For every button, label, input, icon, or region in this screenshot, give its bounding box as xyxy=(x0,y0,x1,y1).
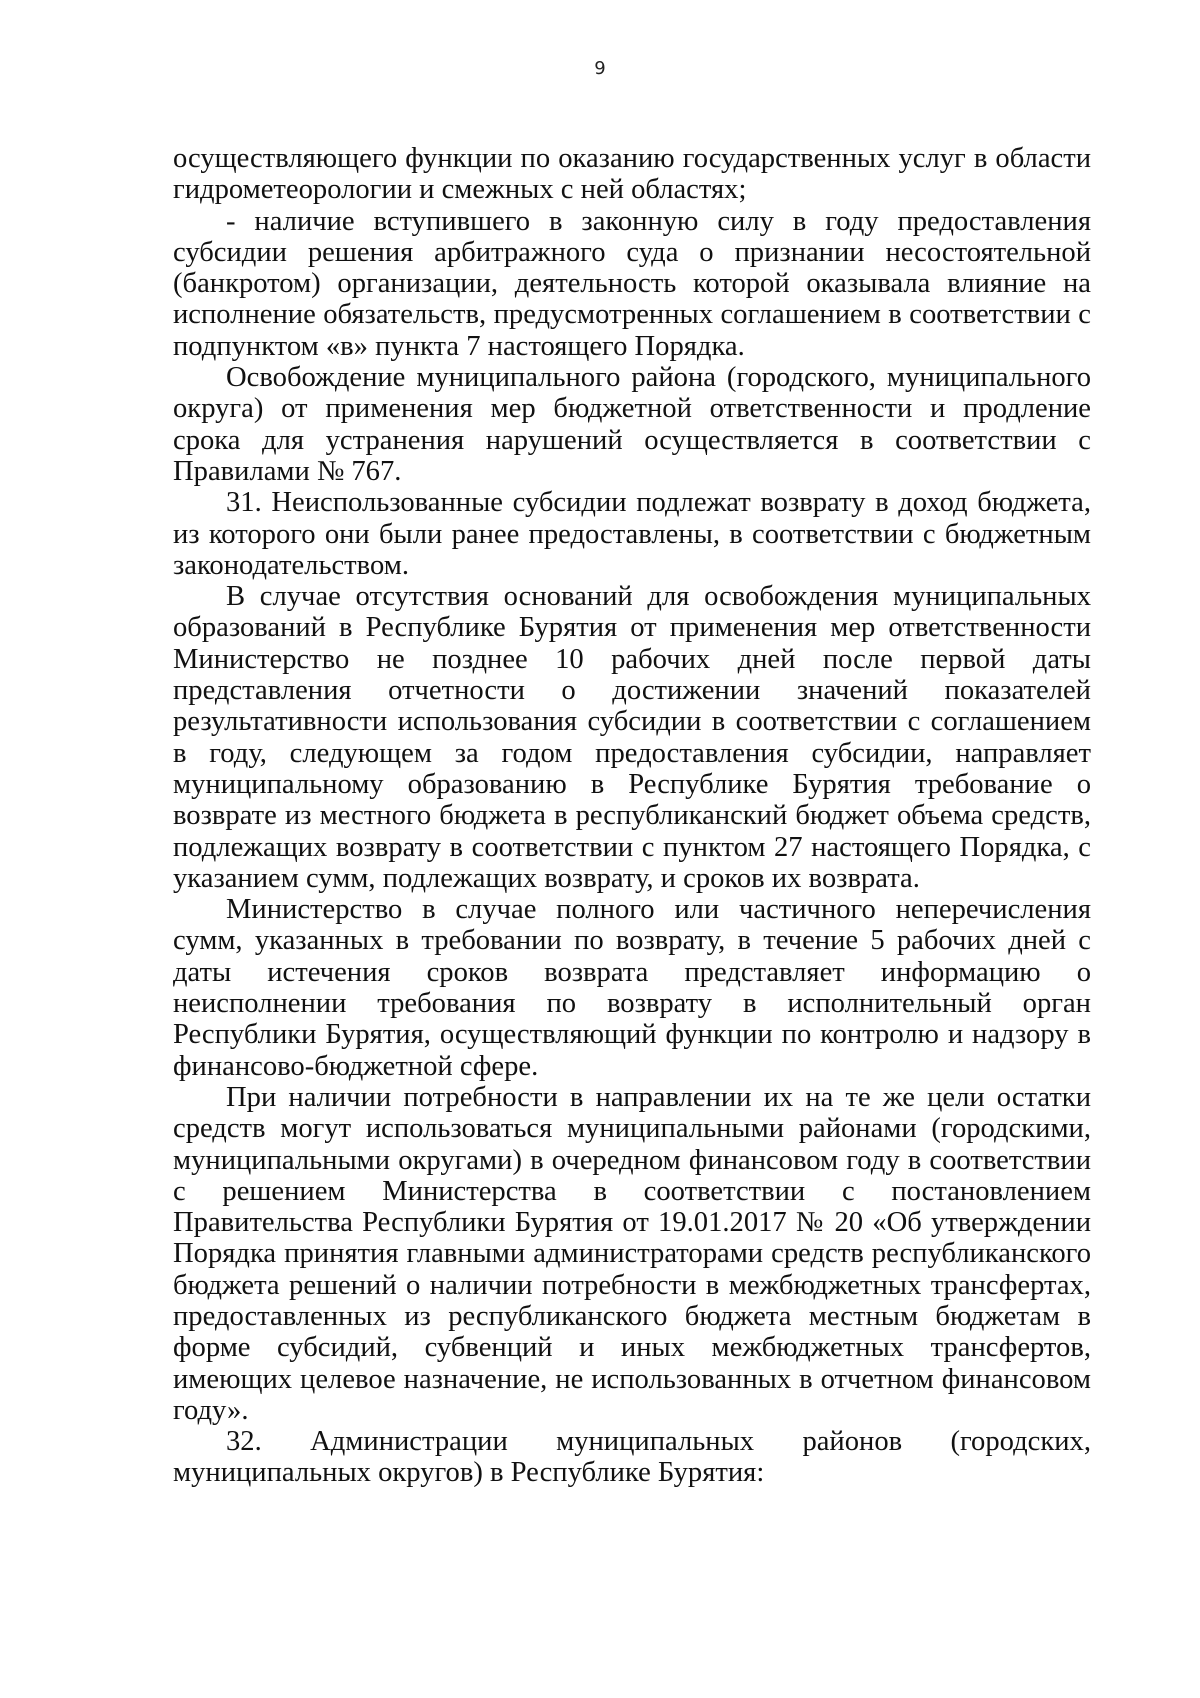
paragraph-32: 32. Администрации муниципальных районов (городских, муниципальных округов) в Республике Бурятия: xyxy=(173,1426,1091,1489)
page-number: 9 xyxy=(594,58,606,79)
paragraph-31: 31. Неиспользованные субсидии подлежат возврату в доход бюджета, из которого они были ранее предоставлены, в соответствии с бюджетным законодательством. xyxy=(173,487,1091,581)
document-body xyxy=(173,143,1091,1489)
paragraph-non-transfer: Министерство в случае полного или частичного неперечисления сумм, указанных в требовании по возврату, в течение 5 рабочих дней с даты истечения сроков возврата представляет информацию о неисполнении требования по возврату в исполнительный орган Республики Бурятия, осуществляющий функции по контролю и надзору в финансово-бюджетной сфере. xyxy=(173,894,1091,1082)
paragraph-exemption: Освобождение муниципального района (городского, муниципального округа) от применения мер бюджетной ответственности и продление срока для устранения нарушений осуществляется в соответствии с Правилами № 767. xyxy=(173,362,1091,487)
paragraph-bankruptcy-clause: - наличие вступившего в законную силу в году предоставления субсидии решения арбитражного суда о признании несостоятельной (банкротом) организации, деятельность которой оказывала влияние на исполнение обязательств, предусмотренных соглашением в соответствии с подпунктом «в» пункта 7 настоящего Порядка. xyxy=(173,205,1091,362)
paragraph-return-requirement: В случае отсутствия оснований для освобождения муниципальных образований в Республике Бурятия от применения мер ответственности Министерство не позднее 10 рабочих дней после первой даты представления отчетности о достижении значений показателей результативности использования субсидии в соответствии с соглашением в году, следующем за годом предоставления субсидии, направляет муниципальному образованию в Республике Бурятия требование о возврате из местного бюджета в республиканский бюджет объема средств, подлежащих возврату в соответствии с пунктом 27 настоящего Порядка, с указанием сумм, подлежащих возврату, и сроков их возврата. xyxy=(173,581,1091,894)
paragraph-continuation: осуществляющего функции по оказанию государственных услуг в области гидрометеорологии и смежных с ней областях; xyxy=(173,143,1091,206)
paragraph-remaining-funds: При наличии потребности в направлении их на те же цели остатки средств могут использоваться муниципальными районами (городскими, муниципальными округами) в очередном финансовом году в соответствии с решением Министерства в соответствии с постановлением Правительства Республики Бурятия от 19.01.2017 № 20 «Об утверждении Порядка принятия главными администраторами средств республиканского бюджета решений о наличии потребности в межбюджетных трансфертах, предоставленных из республиканского бюджета местным бюджетам в форме субсидий, субвенций и иных межбюджетных трансфертов, имеющих целевое назначение, не использованных в отчетном финансовом году». xyxy=(173,1081,1091,1426)
